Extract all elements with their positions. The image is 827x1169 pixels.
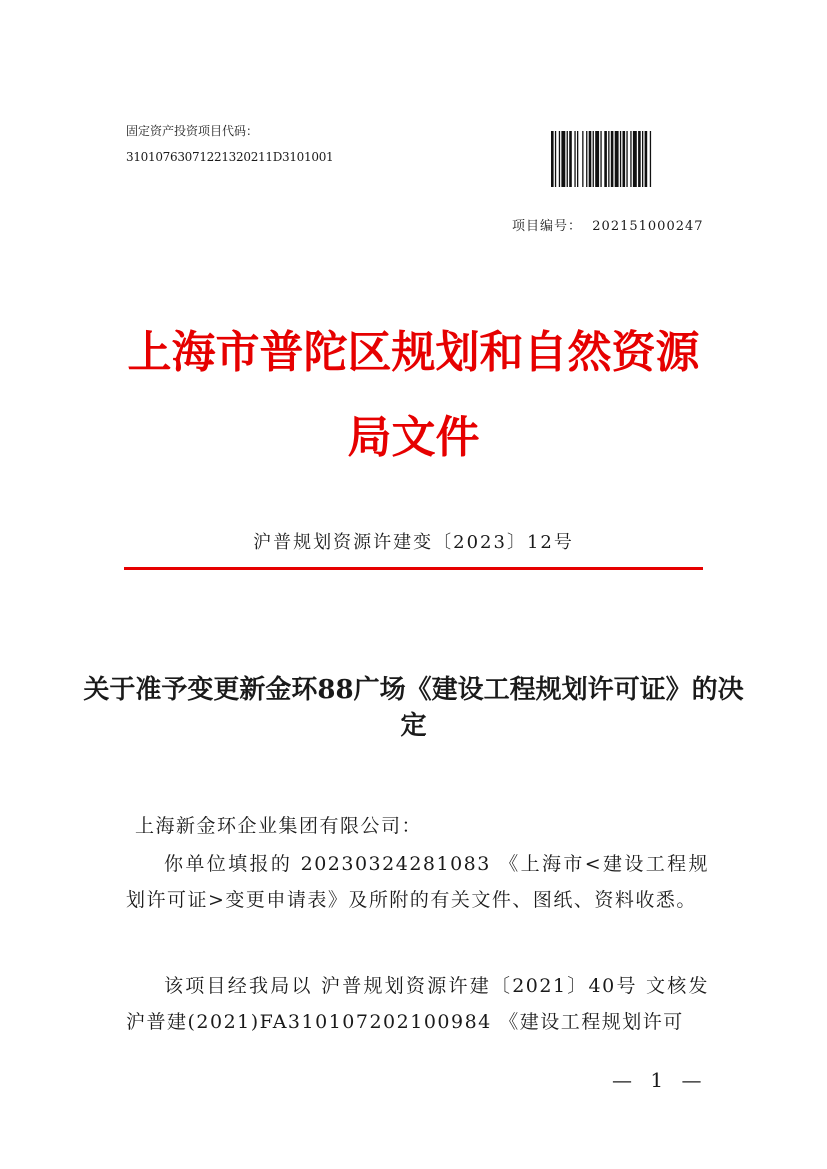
project-number-label: 项目编号：: [512, 219, 583, 234]
barcode-icon: [551, 131, 693, 187]
document-subject: 关于准予变更新金环88广场《建设工程规划许可证》的决定: [83, 675, 744, 741]
page-number: — 1 —: [612, 1068, 708, 1092]
red-divider: [124, 567, 703, 570]
document-number: 沪普规划资源许建变〔2023〕12号: [253, 532, 574, 553]
body-paragraph-1: 你单位填报的 20230324281083 《上海市<建设工程规划许可证>变更申请表》及所附的有关文件、图纸、资料收悉。: [126, 853, 709, 911]
addressee: 上海新金环企业集团有限公司：: [135, 815, 423, 837]
investment-code-label: 固定资产投资项目代码：: [126, 124, 259, 138]
issuer-title-line2: 局文件: [347, 412, 480, 463]
issuer-title-line1: 上海市普陀区规划和自然资源: [127, 327, 700, 378]
body-paragraph-2: 该项目经我局以 沪普规划资源许建〔2021〕40号 文核发 沪普建(2021)FA310107202100984 《建设工程规划许可: [126, 975, 709, 1033]
project-number: [512, 215, 704, 234]
investment-code: 31010763071221320211D3101001: [126, 150, 334, 164]
project-number-value: 202151000247: [592, 219, 704, 234]
